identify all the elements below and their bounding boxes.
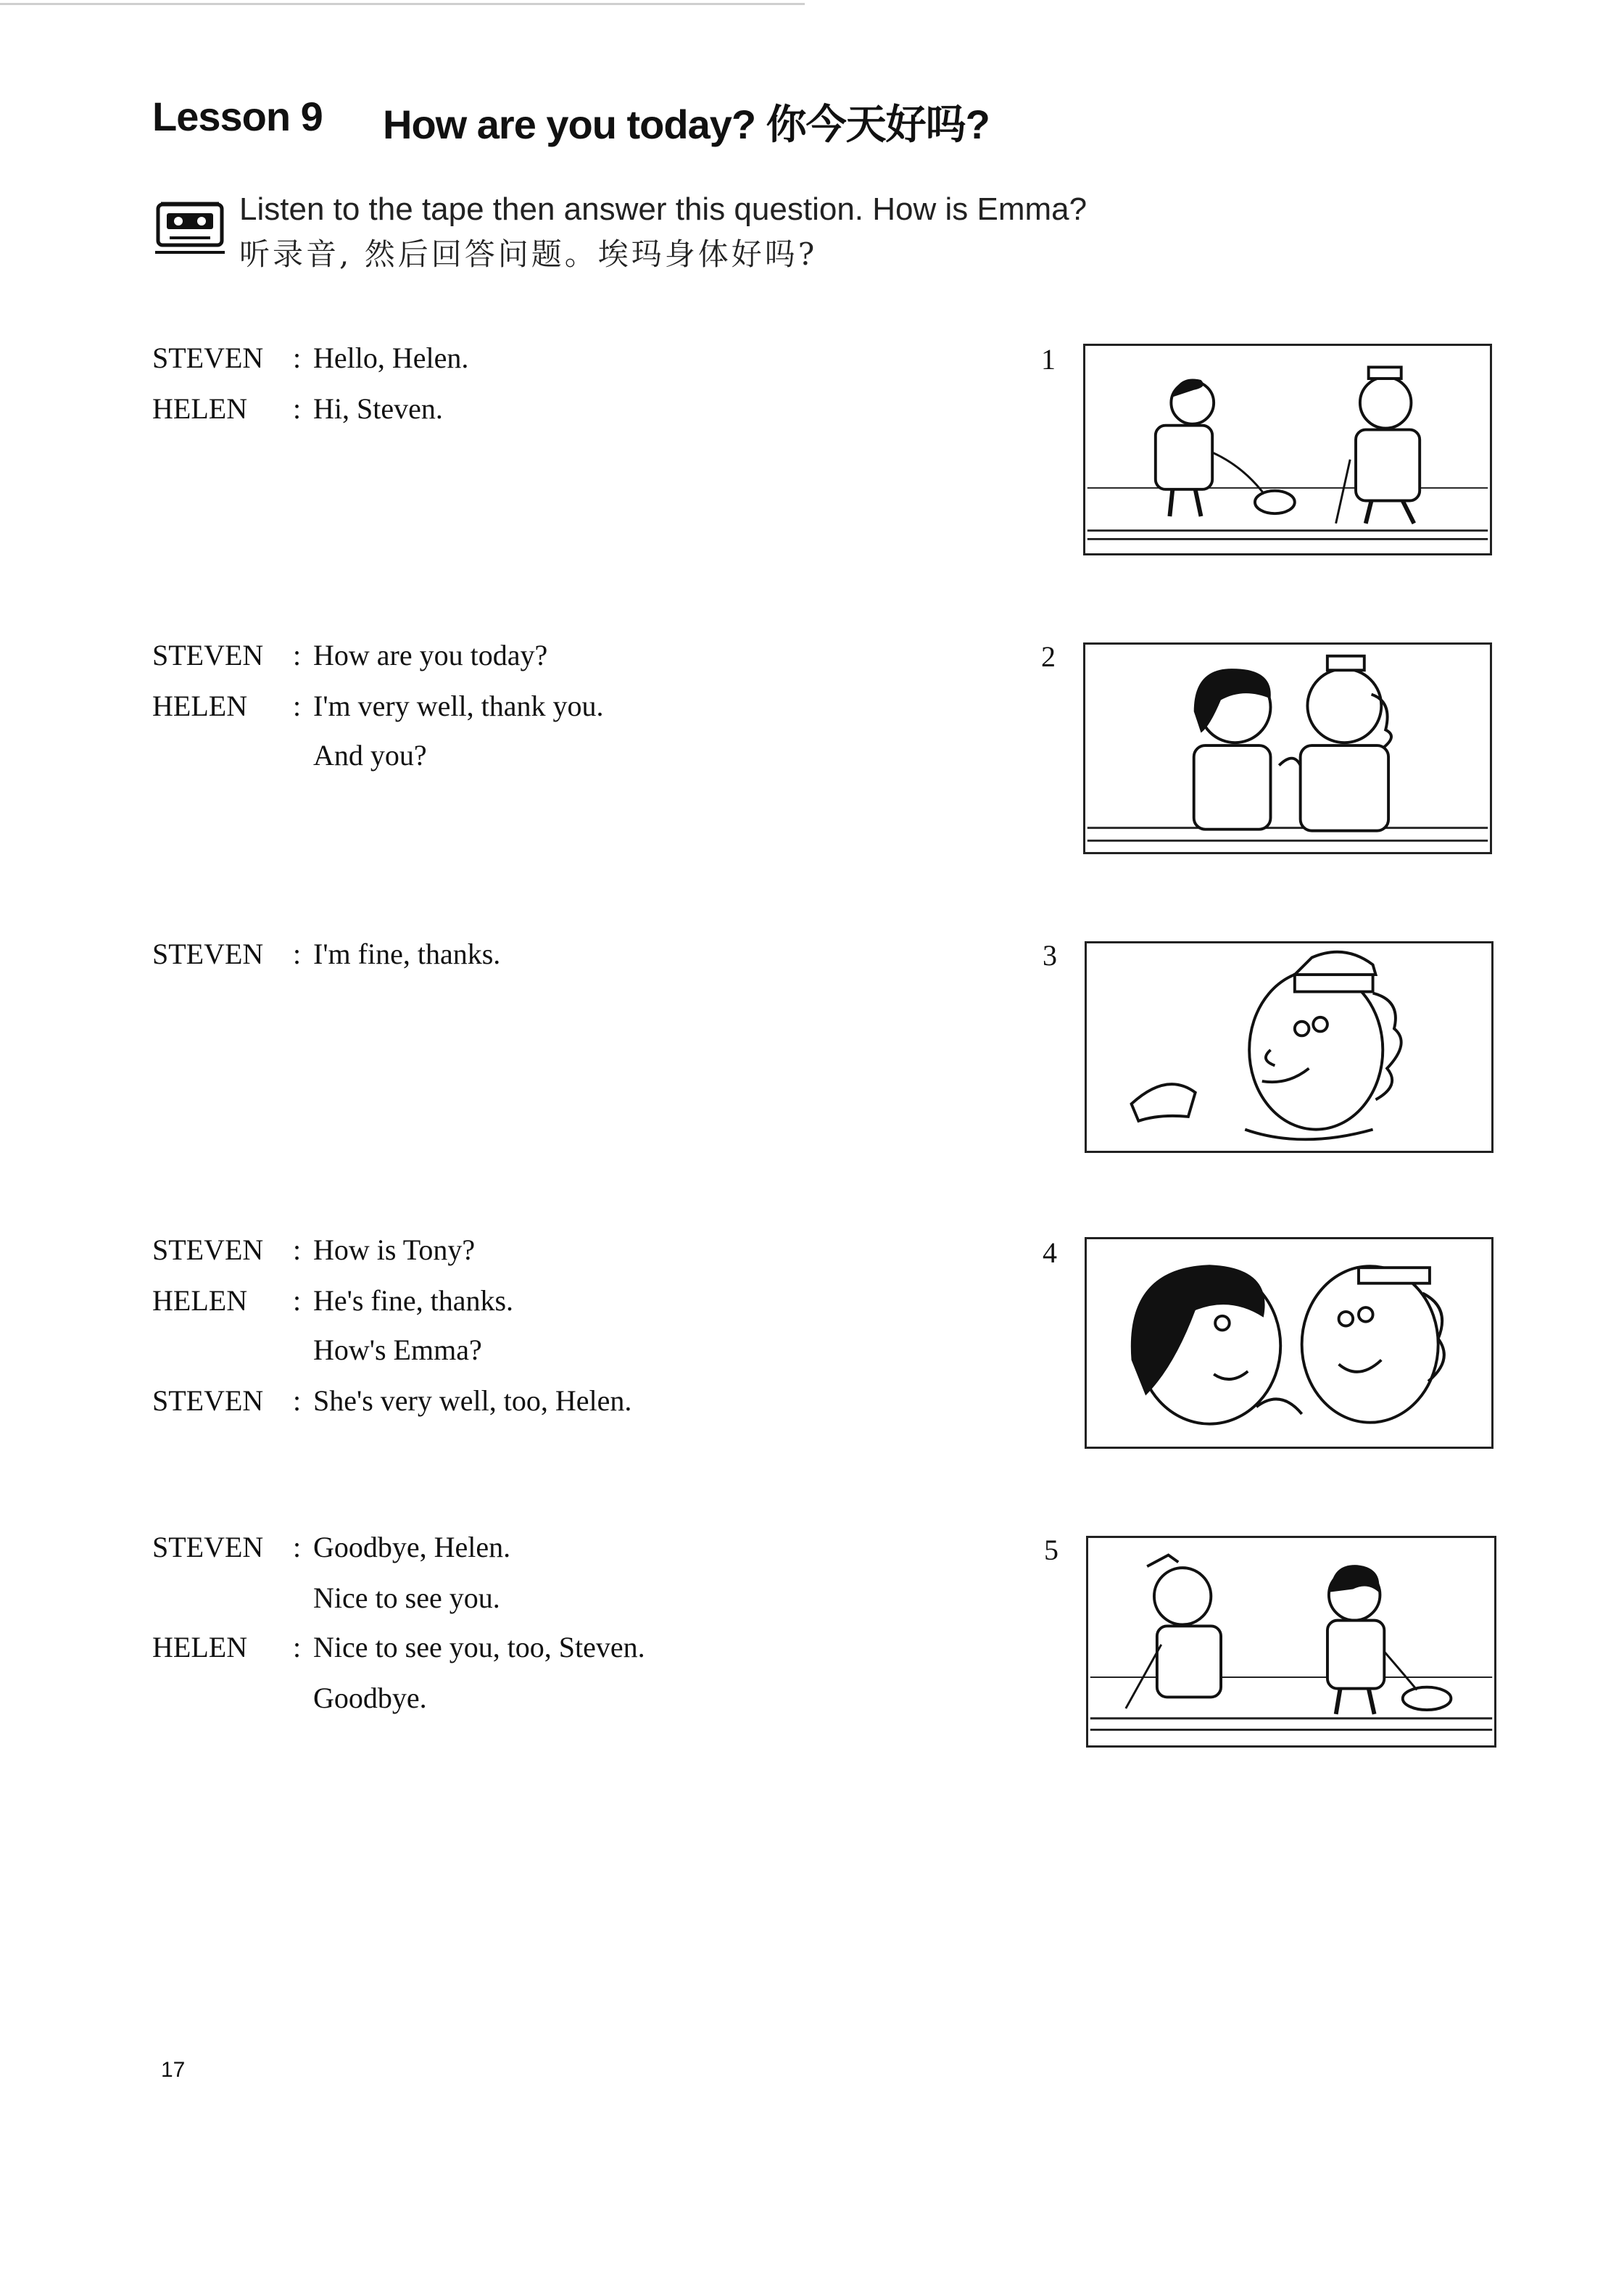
speaker-name: STEVEN <box>152 1384 264 1417</box>
dialogue-line <box>152 341 1022 377</box>
instruction-english: Listen to the tape then answer this question. How is Emma? <box>239 191 1088 227</box>
lesson-title: How are you today? 你今天好吗? <box>383 102 990 147</box>
dialogue-line <box>152 1581 1022 1617</box>
speaker-name: HELEN <box>152 392 248 425</box>
speaker-colon: : <box>293 690 302 722</box>
cartoon-illustration <box>1085 645 1490 852</box>
dialogue-line <box>152 1384 1022 1420</box>
speaker-name: STEVEN <box>152 342 264 374</box>
dialogue-line <box>152 738 1022 774</box>
speaker-name: HELEN <box>152 690 248 722</box>
dialogue-line <box>152 1283 1022 1320</box>
speaker-colon: : <box>293 1284 302 1317</box>
illustration-panel-5 <box>1086 1536 1496 1748</box>
dialogue-line <box>152 392 1022 428</box>
panel-number: 1 <box>1041 343 1056 376</box>
dialogue-line <box>152 1530 1022 1566</box>
speaker-colon: : <box>293 342 302 374</box>
dialogue-line <box>152 1333 1022 1369</box>
dialogue-text: She's very well, too, Helen. <box>313 1384 632 1417</box>
dialogue-text: Nice to see you, too, Steven. <box>313 1631 645 1663</box>
dialogue-line <box>152 1233 1022 1269</box>
instruction-chinese: 听录音, 然后回答问题。埃玛身体好吗? <box>239 236 818 272</box>
dialogue-line <box>152 638 1022 674</box>
panel-number: 2 <box>1041 640 1056 673</box>
lesson-number: Lesson 9 <box>152 94 323 139</box>
dialogue-line <box>152 937 1022 973</box>
dialogue-text: Goodbye. <box>313 1682 427 1714</box>
speaker-colon: : <box>293 392 302 425</box>
cartoon-illustration <box>1087 1239 1491 1447</box>
speaker-colon: : <box>293 1631 302 1663</box>
dialogue-text: I'm fine, thanks. <box>313 938 501 970</box>
dialogue-text: I'm very well, thank you. <box>313 690 604 722</box>
speaker-name: STEVEN <box>152 1233 264 1266</box>
speaker-name: STEVEN <box>152 938 264 970</box>
panel-number: 4 <box>1043 1236 1057 1269</box>
speaker-colon: : <box>293 1233 302 1266</box>
panel-number: 3 <box>1043 939 1057 972</box>
speaker-colon: : <box>293 1384 302 1417</box>
dialogue-line <box>152 689 1022 725</box>
listening-instruction <box>239 187 1087 277</box>
lesson-header <box>152 93 1406 151</box>
cartoon-illustration <box>1088 1538 1494 1745</box>
illustration-panel-2 <box>1083 642 1492 854</box>
speaker-name: HELEN <box>152 1284 248 1317</box>
dialogue-line <box>152 1681 1022 1717</box>
speaker-colon: : <box>293 1531 302 1563</box>
dialogue-text: Hi, Steven. <box>313 392 443 425</box>
cartoon-illustration <box>1087 943 1491 1151</box>
illustration-panel-1 <box>1083 344 1492 555</box>
dialogue-text: How is Tony? <box>313 1233 476 1266</box>
page-number: 17 <box>161 2058 186 2082</box>
dialogue-text: He's fine, thanks. <box>313 1284 514 1317</box>
dialogue-text: How's Emma? <box>313 1334 482 1366</box>
top-rule <box>0 3 805 5</box>
dialogue-line <box>152 1630 1022 1666</box>
cartoon-illustration <box>1085 346 1490 553</box>
speaker-colon: : <box>293 938 302 970</box>
dialogue-text: And you? <box>313 739 427 772</box>
speaker-name: HELEN <box>152 1631 248 1663</box>
speaker-name: STEVEN <box>152 639 264 671</box>
speaker-name: STEVEN <box>152 1531 264 1563</box>
cassette-tape-icon <box>155 200 225 255</box>
speaker-colon: : <box>293 639 302 671</box>
illustration-panel-3 <box>1085 941 1494 1153</box>
illustration-panel-4 <box>1085 1237 1494 1449</box>
dialogue-text: Hello, Helen. <box>313 342 469 374</box>
dialogue-text: Goodbye, Helen. <box>313 1531 511 1563</box>
dialogue-text: Nice to see you. <box>313 1582 500 1614</box>
panel-number: 5 <box>1044 1534 1058 1566</box>
dialogue-text: How are you today? <box>313 639 548 671</box>
